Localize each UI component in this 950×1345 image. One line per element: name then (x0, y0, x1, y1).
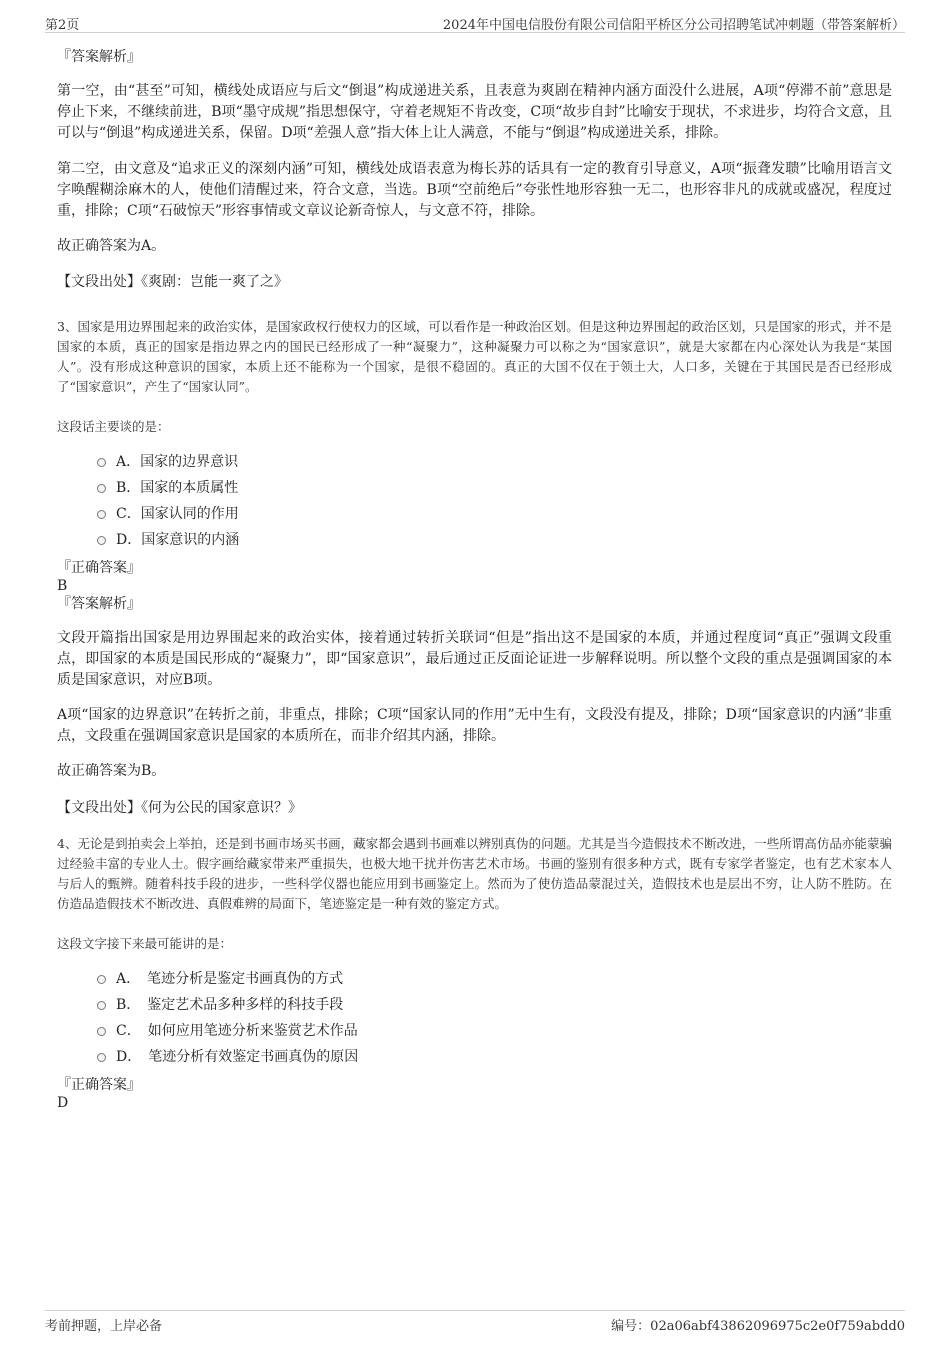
page-number: 第2页 (45, 18, 80, 33)
radio-icon[interactable] (97, 975, 106, 984)
page-footer (45, 1310, 905, 1335)
radio-icon[interactable] (97, 458, 106, 467)
answer-value: D (57, 1095, 69, 1111)
radio-icon[interactable] (97, 484, 106, 493)
analysis-paragraph: 文段开篇指出国家是用边界围起来的政治实体，接着通过转折关联词“但是”指出这不是国家的本质，并通过程度词“真正”强调文段重点，即国家的本质是国民形成的“凝聚力”，即“国家意识”，最后通过正反面论证进一步解释说明。所以整个文段的重点是强调国家的本质是国家意识，对应B项。 (57, 630, 892, 688)
source-citation: 【文段出处】《爽剧：岂能一爽了之》 (57, 274, 288, 290)
option-d[interactable]: D． 笔迹分析有效鉴定书画真伪的原因 (97, 1044, 892, 1070)
analysis-paragraph: 第二空，由文意及“追求正义的深刻内涵”可知，横线处成语表意为梅长苏的话具有一定的教育引导意义，A项“振聋发聩”比喻用语言文字唤醒糊涂麻木的人，使他们清醒过来，符合文意，当选。B项“空前绝后”夸张性地形容独一无二，也形容非凡的成就或盛况，程度过重，排除；C项“石破惊天”形容事情或文章议论新奇惊人，与文意不符，排除。 (57, 161, 892, 219)
option-list (57, 966, 892, 1070)
analysis-conclusion: 故正确答案为A。 (57, 238, 166, 254)
option-d[interactable]: D．国家意识的内涵 (97, 527, 892, 553)
option-list (57, 449, 892, 553)
footer-slogan: 考前押题，上岸必备 (45, 1319, 163, 1334)
answer-label: 『正确答案』 (57, 560, 141, 576)
option-c[interactable]: C．国家认同的作用 (97, 501, 892, 527)
radio-icon[interactable] (97, 536, 106, 545)
analysis-paragraph: 第一空，由“甚至”可知，横线处成语应与后文“倒退”构成递进关系，且表意为爽剧在精神内涵方面没什么进展，A项“停滞不前”意思是停止下来，不继续前进，B项“墨守成规”指思想保守，守着老规矩不肯改变，C项“故步自封”比喻安于现状，不求进步，均符合文意，且可以与“倒退”构成递进关系，保留。D项“差强人意”指大体上让人满意，不能与“倒退”构成递进关系，排除。 (57, 83, 892, 141)
radio-icon[interactable] (97, 510, 106, 519)
question-prompt: 这段文字接下来最可能讲的是： (57, 936, 233, 951)
radio-icon[interactable] (97, 1027, 106, 1036)
analysis-paragraph: A项“国家的边界意识”在转折之前，非重点，排除；C项“国家认同的作用”无中生有，文段没有提及，排除；D项“国家意识的内涵”非重点，文段重在强调国家意识是国家的本质所在，而非介绍其内涵，排除。 (57, 707, 892, 744)
analysis-label: 『答案解析』 (57, 596, 141, 612)
option-c[interactable]: C． 如何应用笔迹分析来鉴赏艺术作品 (97, 1018, 892, 1044)
answer-label: 『正确答案』 (57, 1077, 141, 1093)
option-a[interactable]: A．国家的边界意识 (97, 449, 892, 475)
question-stem: 3、国家是用边界围起来的政治实体，是国家政权行使权力的区域，可以看作是一种政治区划。但是这种边界围起的政治区划，只是国家的形式，并不是国家的本质，真正的国家是指边界之内的国民已经形成了一种“凝聚力”，这种凝聚力可以称之为“国家意识”，就是大家都在内心深处认为我是“某国人”。没有形成这种意识的国家，本质上还不能称为一个国家，是很不稳固的。真正的大国不仅在于领土大，人口多，关键在于其国民是否已经形成了“国家意识”，产生了“国家认同”。 (57, 319, 892, 394)
option-b[interactable]: B． 鉴定艺术品多种多样的科技手段 (97, 992, 892, 1018)
question-prompt: 这段话主要谈的是： (57, 419, 170, 434)
answer-value: B (57, 578, 68, 594)
radio-icon[interactable] (97, 1001, 106, 1010)
document-title: 2024年中国电信股份有限公司信阳平桥区分公司招聘笔试冲刺题（带答案解析） (442, 18, 905, 33)
analysis-label: 『答案解析』 (57, 49, 141, 65)
option-a[interactable]: A． 笔迹分析是鉴定书画真伪的方式 (97, 966, 892, 992)
radio-icon[interactable] (97, 1053, 106, 1062)
source-citation: 【文段出处】《何为公民的国家意识？》 (57, 800, 302, 816)
question-stem: 4、无论是到拍卖会上举拍，还是到书画市场买书画，藏家都会遇到书画难以辨别真伪的问题。尤其是当今造假技术不断改进，一些所谓高仿品亦能蒙骗过经验丰富的专业人士。假字画给藏家带来严重损失，也极大地干扰并伤害艺术市场。书画的鉴别有很多种方式，既有专家学者鉴定，也有艺术家本人与后人的甄辨。随着科技手段的进步，一些科学仪器也能应用到书画鉴定上。然而为了使仿造品蒙混过关，造假技术也是层出不穷，让人防不胜防。在仿造品造假技术不断改进、真假难辨的局面下，笔迹鉴定是一种有效的鉴定方式。 (57, 836, 892, 911)
page-content (57, 45, 892, 1112)
option-b[interactable]: B．国家的本质属性 (97, 475, 892, 501)
analysis-conclusion: 故正确答案为B。 (57, 763, 166, 779)
page-header (45, 10, 905, 33)
document-serial: 编号：02a06abf43862096975c2e0f759abdd0 (611, 1319, 905, 1334)
